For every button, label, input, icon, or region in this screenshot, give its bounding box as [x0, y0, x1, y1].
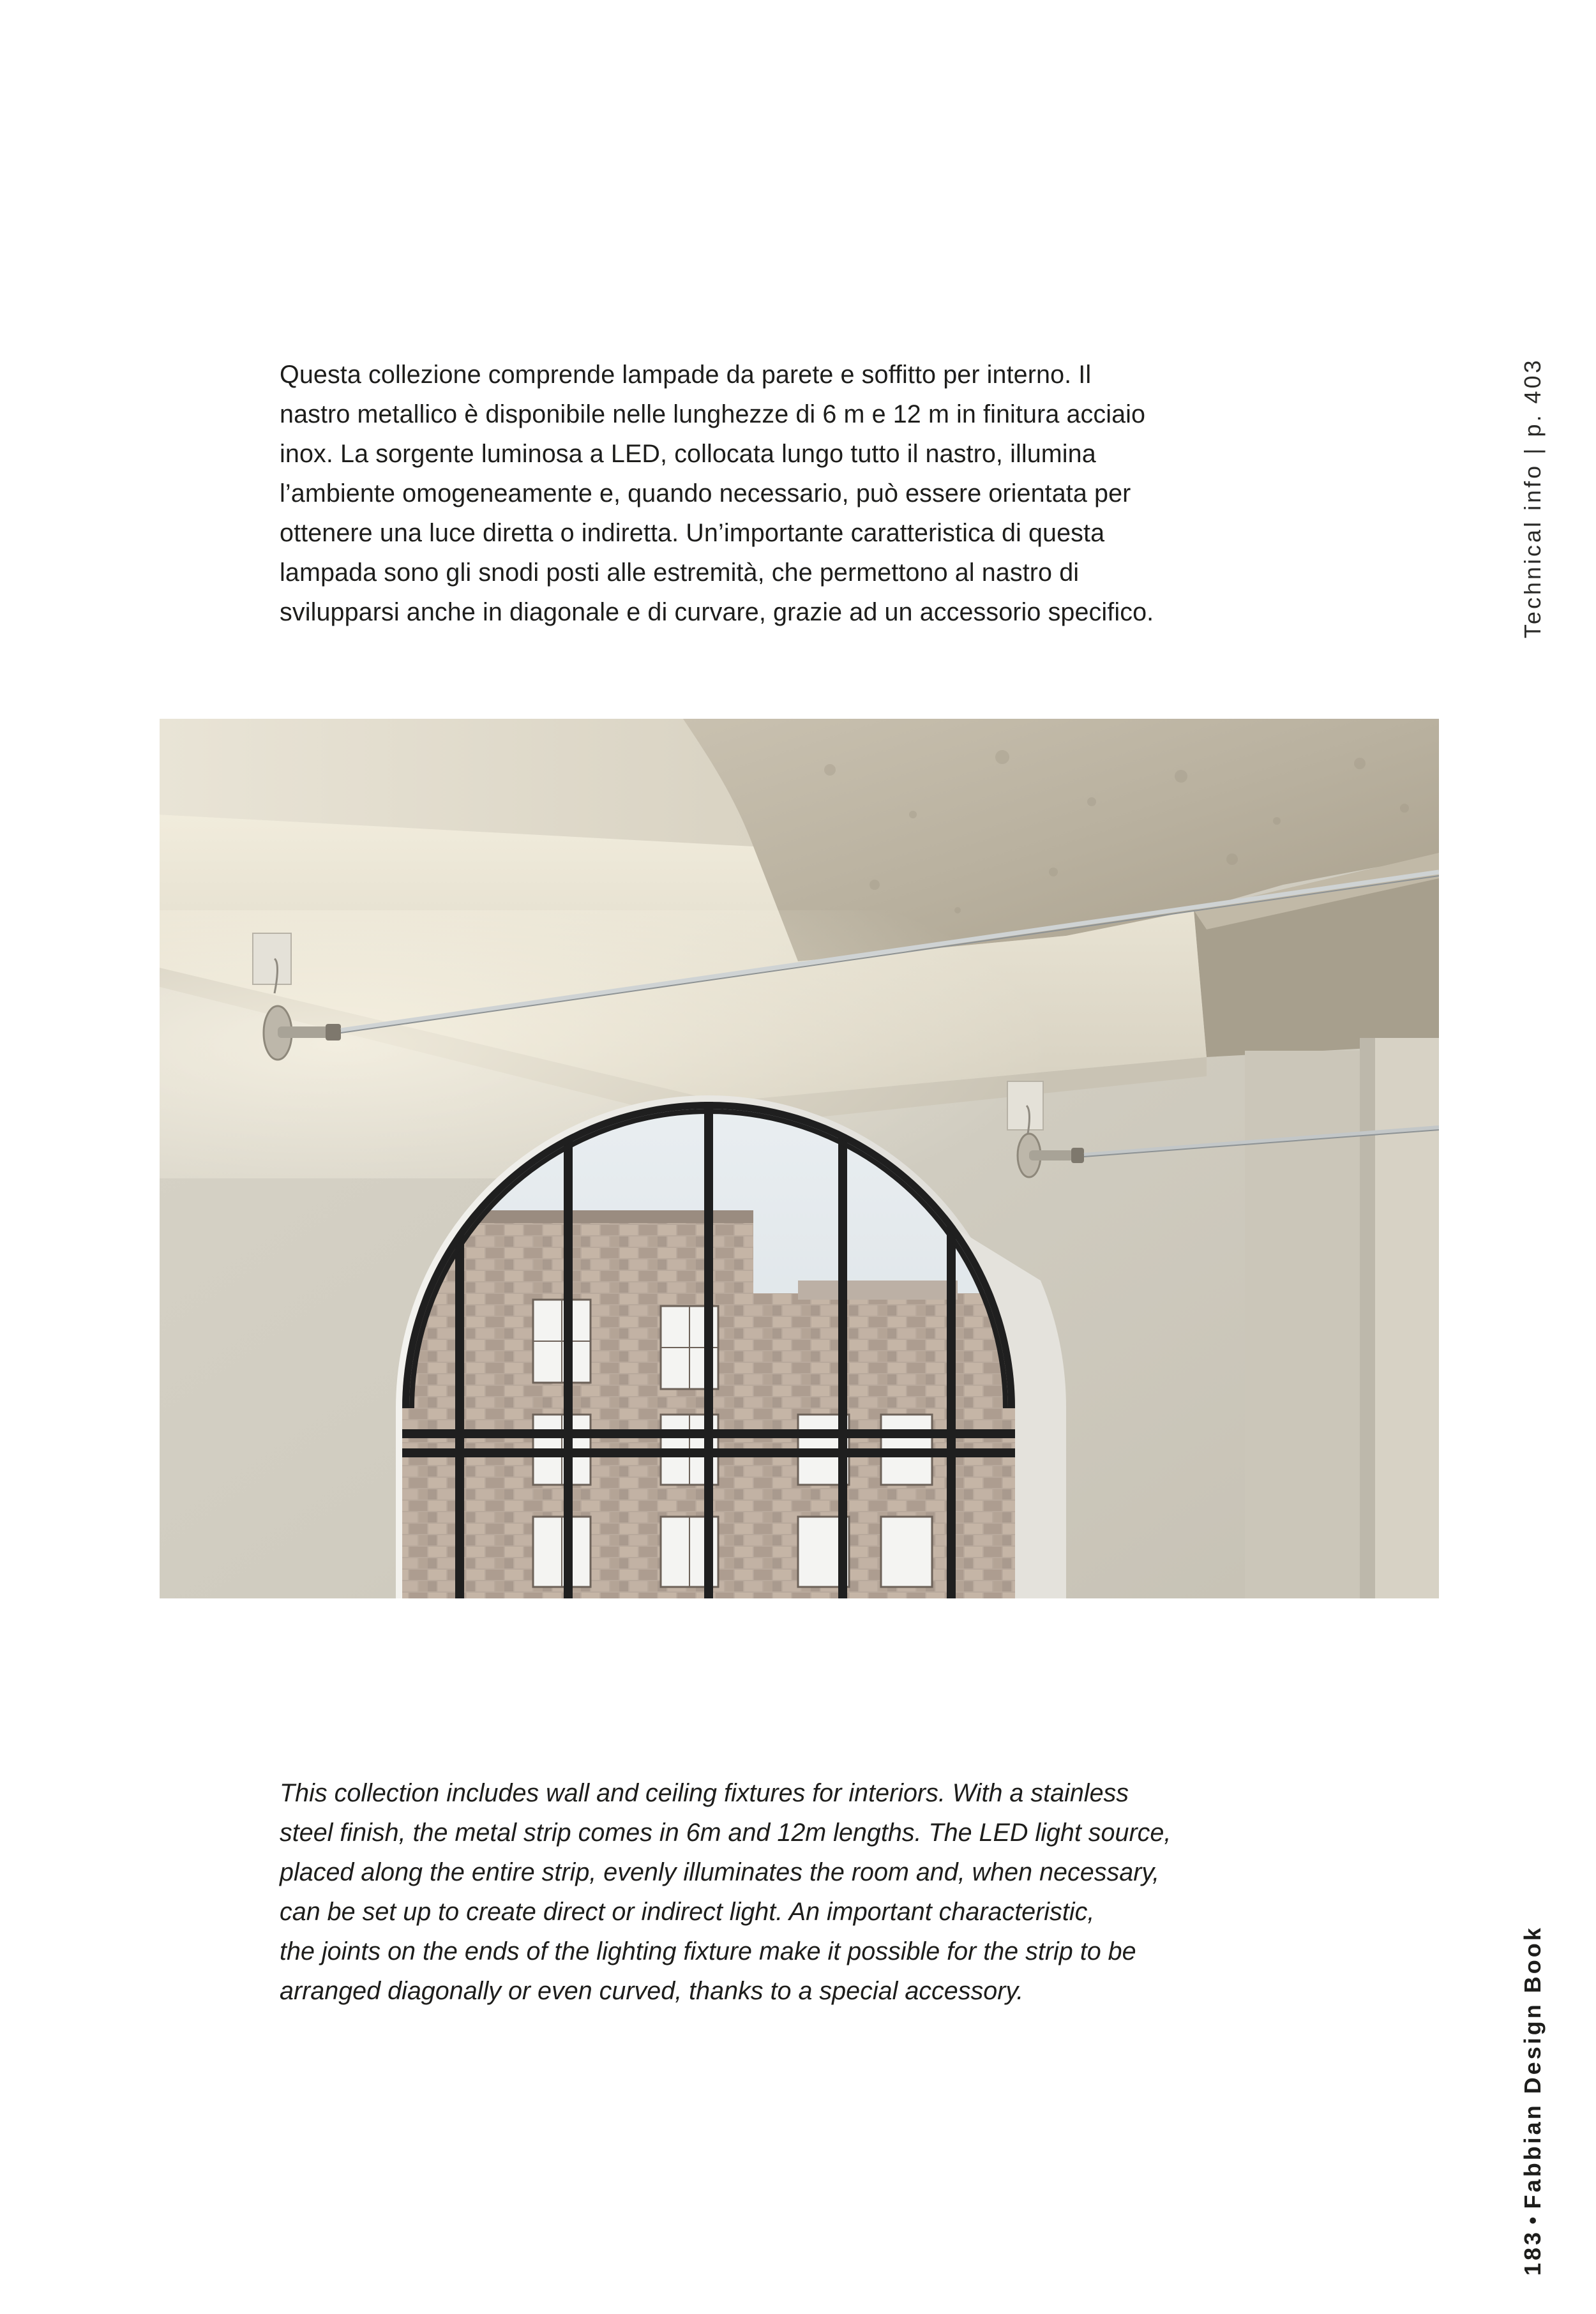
product-photo: [160, 719, 1439, 1598]
page-footer: [1519, 1925, 1546, 2276]
technical-info-reference: Technical info | p. 403: [1519, 357, 1546, 638]
page-number: 183: [1519, 2229, 1546, 2276]
italian-description: Questa collezione comprende lampade da parete e soffitto per interno. Il nastro metallico è disponibile nelle lunghezze di 6 m e 12 m in finitura acciaio inox. La sorgente luminosa a LED, collocata lungo tutto il nastro, illumina l’ambiente omogeneamente e, quando necessario, può essere orientata per ottenere una luce diretta o indiretta. Un’importante caratteristica di questa lampada sono gli snodi posti alle estremità, che permettono al nastro di svilupparsi anche in diagonale e di curvare, grazie ad un accessorio specifico.: [280, 361, 1154, 626]
bullet-separator: •: [1519, 2214, 1546, 2225]
english-description: This collection includes wall and ceiling fixtures for interiors. With a stainless steel finish, the metal strip comes in 6m and 12m lengths. The LED light source, placed along the entire strip, evenly illuminates the room and, when necessary, can be set up to create direct or indirect light. An important characteristic, the joints on the ends of the lighting fixture make it possible for the strip to be arranged diagonally or even curved, thanks to a special accessory.: [280, 1779, 1171, 2005]
book-title: Fabbian Design Book: [1519, 1925, 1546, 2209]
